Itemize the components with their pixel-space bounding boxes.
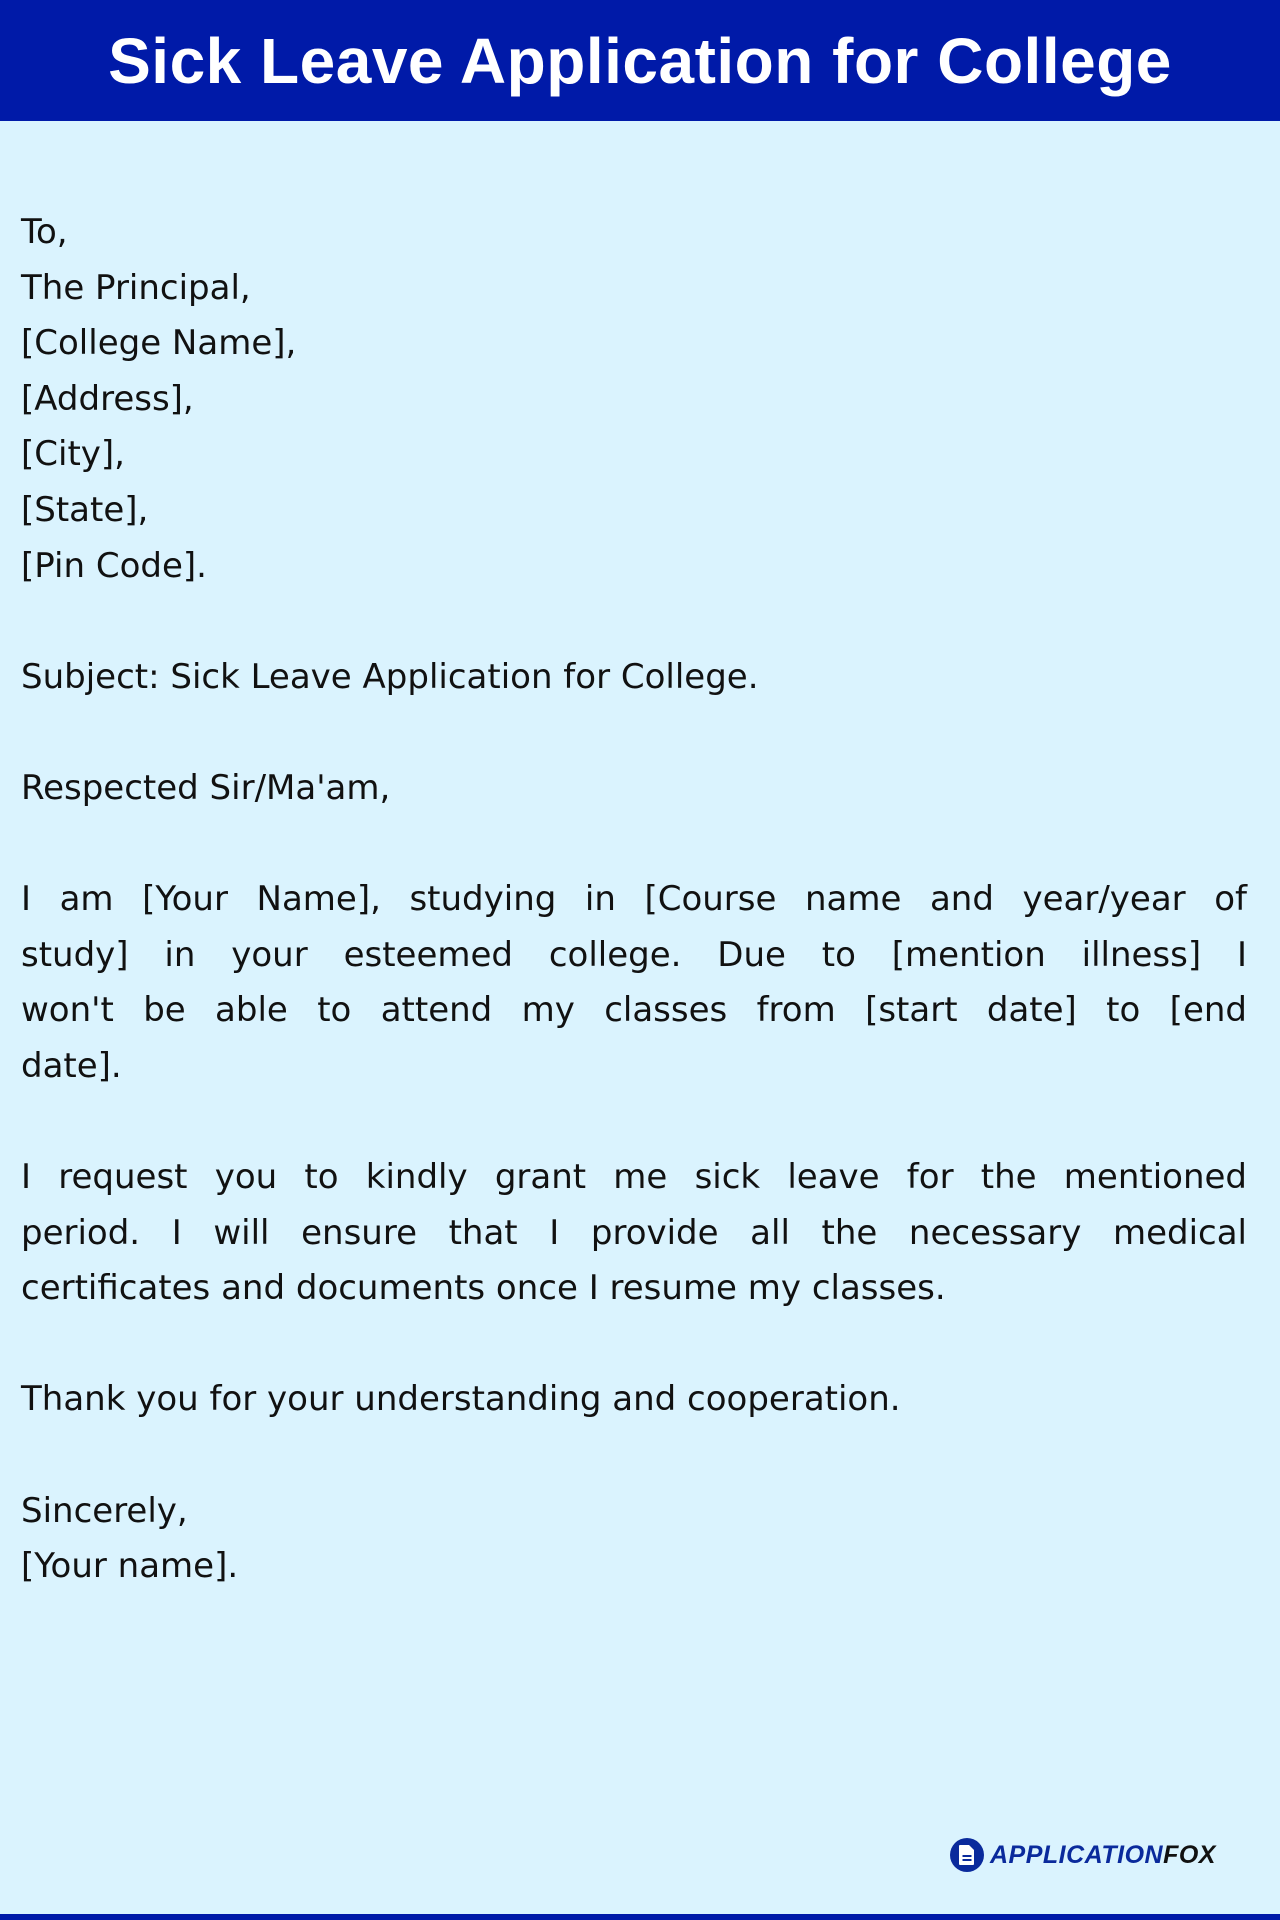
paragraph-2-line: period. I will ensure that I provide all the necessary medical xyxy=(21,1212,1247,1253)
paragraph-2-line: I request you to kindly grant me sick leave for the mentioned xyxy=(21,1157,1247,1198)
paragraph-1-line: date]. xyxy=(21,1045,122,1086)
salutation: Respected Sir/Ma'am, xyxy=(21,767,391,808)
logo-text-application: APPLICATION xyxy=(990,1840,1164,1869)
address-line: [College Name], xyxy=(21,323,297,364)
page-title: Sick Leave Application for College xyxy=(108,24,1172,97)
closing: Sincerely, xyxy=(21,1490,188,1531)
logo-text-fox: FOX xyxy=(1163,1840,1216,1869)
paragraph-1-line: I am [Your Name], studying in [Course name and year/year of xyxy=(21,879,1247,920)
bottom-bar xyxy=(0,1914,1280,1920)
signature: [Your name]. xyxy=(21,1546,239,1587)
header-banner xyxy=(0,0,1280,121)
subject-line: Subject: Sick Leave Application for College. xyxy=(21,656,759,697)
address-line: [Address], xyxy=(21,378,194,419)
document-icon xyxy=(950,1838,984,1872)
logo-text xyxy=(990,1841,1216,1870)
letter-body xyxy=(21,205,1247,1595)
address-line: To, xyxy=(21,212,68,252)
address-line: [City], xyxy=(21,434,125,475)
thanks-line: Thank you for your understanding and cooperation. xyxy=(21,1379,901,1420)
paragraph-1-line: study] in your esteemed college. Due to [mention illness] I xyxy=(21,934,1247,975)
address-line: The Principal, xyxy=(21,267,251,308)
address-line: [State], xyxy=(21,489,149,530)
paragraph-1-line: won't be able to attend my classes from [start date] to [end xyxy=(21,990,1247,1031)
paragraph-2-line: certificates and documents once I resume my classes. xyxy=(21,1268,946,1309)
address-line: [Pin Code]. xyxy=(21,545,207,586)
applicationfox-logo xyxy=(950,1838,1216,1872)
